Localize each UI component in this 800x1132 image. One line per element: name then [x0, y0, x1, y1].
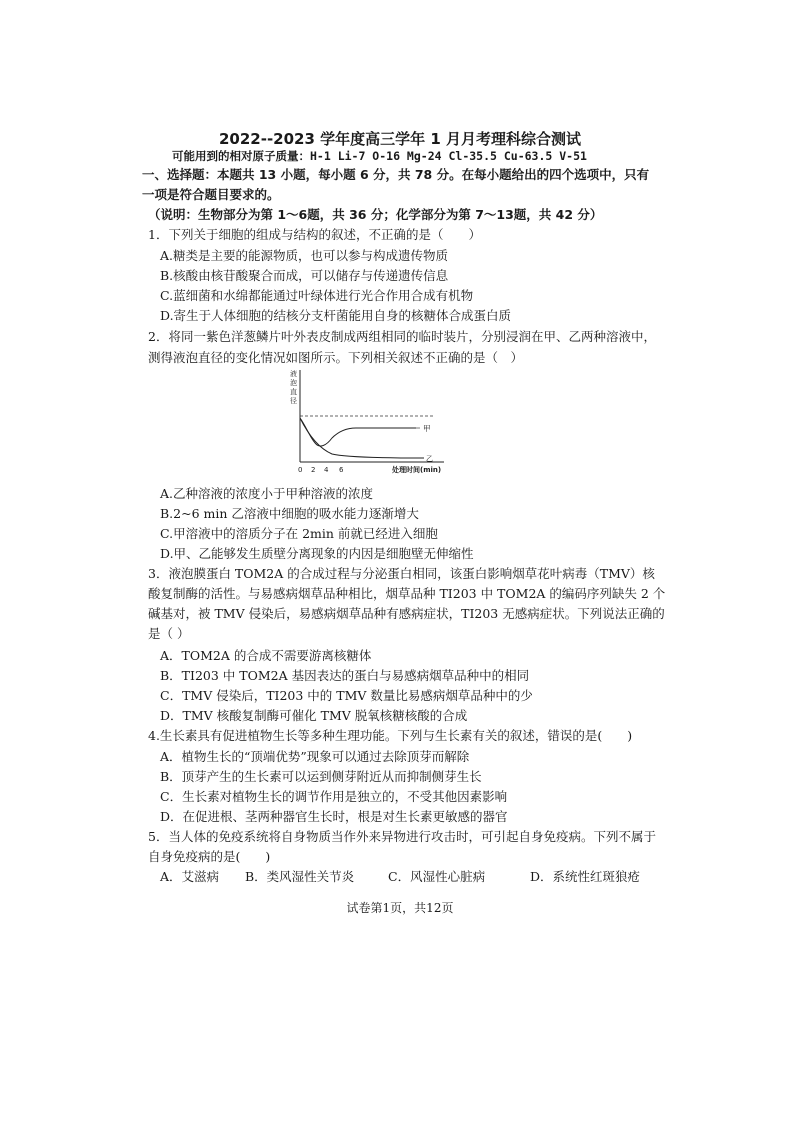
- question-5-option-b: B．类风湿性关节炎: [245, 869, 355, 884]
- question-1-option-c: C.蓝细菌和水绵都能通过叶绿体进行光合作用合成有机物: [160, 288, 474, 303]
- graph-tick-0: 0: [298, 466, 303, 474]
- question-4-option-a: A．植物生长的“顶端优势”现象可以通过去除顶芽而解除: [160, 749, 470, 764]
- question-2-option-d: D.甲、乙能够发生质壁分离现象的内因是细胞壁无伸缩性: [160, 546, 474, 561]
- graph-ylabel: [290, 369, 299, 405]
- question-2-option-b: B.2~6 min 乙溶液中细胞的吸水能力逐渐增大: [160, 506, 419, 521]
- question-1-option-b: B.核酸由核苷酸聚合而成，可以储存与传递遗传信息: [160, 268, 449, 283]
- section-heading-line-1: 一、选择题：本题共 13 小题，每小题 6 分，共 78 分。在每小题给出的四个选项中，只有: [142, 167, 650, 182]
- question-2-stem-line-1: 2．将同一紫色洋葱鳞片叶外表皮制成两组相同的临时装片，分别浸润在甲、乙两种溶液中，: [148, 329, 656, 344]
- question-5-stem-line-1: 5．当人体的免疫系统将自身物质当作外来异物进行攻击时，可引起自身免疫病。下列不属于: [148, 829, 656, 844]
- graph-ylabel-1: 液: [290, 370, 297, 378]
- graph-tick-4: 4: [324, 466, 329, 474]
- question-5-option-a: A．艾滋病: [160, 869, 220, 884]
- question-3-option-a: A．TOM2A 的合成不需要游离核糖体: [160, 648, 372, 663]
- question-5-option-d: D．系统性红斑狼疮: [530, 869, 641, 884]
- question-5-option-c: C．风湿性心脏病: [388, 869, 486, 884]
- question-1-option-a: A.糖类是主要的能源物质，也可以参与构成遗传物质: [160, 248, 449, 263]
- question-2-stem-line-2: 测得液泡直径的变化情况如图所示。下列相关叙述不正确的是（ ）: [148, 350, 524, 365]
- question-3-option-b: B．TI203 中 TOM2A 基因表达的蛋白与易感病烟草品种中的相同: [160, 668, 530, 683]
- question-3-option-c: C．TMV 侵染后，TI203 中的 TMV 数量比易感病烟草品种中的少: [160, 688, 533, 703]
- graph-tick-6: 6: [339, 466, 344, 474]
- atomic-mass-line: 可能用到的相对原子质量：H-1 Li-7 O-16 Mg-24 Cl-35.5 Cu-63.5 V-51: [172, 149, 587, 163]
- question-3-option-d: D．TMV 核酸复制酶可催化 TMV 脱氧核糖核酸的合成: [160, 708, 468, 723]
- question-3-stem-line-4: 是（ ）: [148, 626, 190, 641]
- graph-xlabel: 处理时间(min): [392, 466, 442, 474]
- graph-ylabel-2: 泡: [290, 379, 297, 387]
- question-3-stem-line-1: 3．液泡膜蛋白 TOM2A 的合成过程与分泌蛋白相同，该蛋白影响烟草花叶病毒（TMV）核: [148, 566, 655, 581]
- graph-label-jia: 甲: [423, 424, 431, 433]
- question-1-stem: 1．下列关于细胞的组成与结构的叙述，不正确的是（ ）: [148, 227, 481, 242]
- vacuole-diameter-graph: [284, 364, 456, 480]
- section-heading-line-2: 一项是符合题目要求的。: [142, 187, 280, 202]
- question-1-option-d: D.寄生于人体细胞的结核分支杆菌能用自身的核糖体合成蛋白质: [160, 308, 512, 323]
- section-note: （说明：生物部分为第 1～6题，共 36 分；化学部分为第 7～13题，共 42 分）: [148, 207, 603, 222]
- question-3-stem-line-3: 碱基对，被 TMV 侵染后，易感病烟草品种有感病症状，TI203 无感病症状。下列说法正确的: [148, 606, 665, 621]
- question-2-option-a: A.乙种溶液的浓度小于甲种溶液的浓度: [160, 486, 374, 501]
- graph-curve-jia: [300, 418, 416, 446]
- question-4-stem: 4.生长素具有促进植物生长等多种生理功能。下列与生长素有关的叙述，错误的是( ): [148, 728, 633, 743]
- question-4-option-d: D．在促进根、茎两种器官生长时，根是对生长素更敏感的器官: [160, 809, 508, 824]
- question-4-option-c: C．生长素对植物生长的调节作用是独立的，不受其他因素影响: [160, 789, 508, 804]
- graph-ylabel-4: 径: [290, 397, 297, 405]
- graph-tick-2: 2: [311, 466, 316, 474]
- question-2-option-c: C.甲溶液中的溶质分子在 2min 前就已经进入细胞: [160, 526, 438, 541]
- graph-label-yi: 乙: [426, 455, 433, 463]
- page-footer: 试卷第1页，共12页: [346, 901, 454, 915]
- graph-ylabel-3: 直: [290, 388, 297, 396]
- question-5-stem-line-2: 自身免疫病的是( ): [148, 849, 271, 864]
- question-4-option-b: B．顶芽产生的生长素可以运到侧芽附近从而抑制侧芽生长: [160, 769, 482, 784]
- question-3-stem-line-2: 酸复制酶的活性。与易感病烟草品种相比，烟草品种 TI203 中 TOM2A 的编码序列缺失 2 个: [148, 586, 666, 601]
- graph-curve-yi: [300, 418, 424, 458]
- exam-title: 2022--2023 学年度高三学年 1 月月考理科综合测试: [218, 130, 582, 148]
